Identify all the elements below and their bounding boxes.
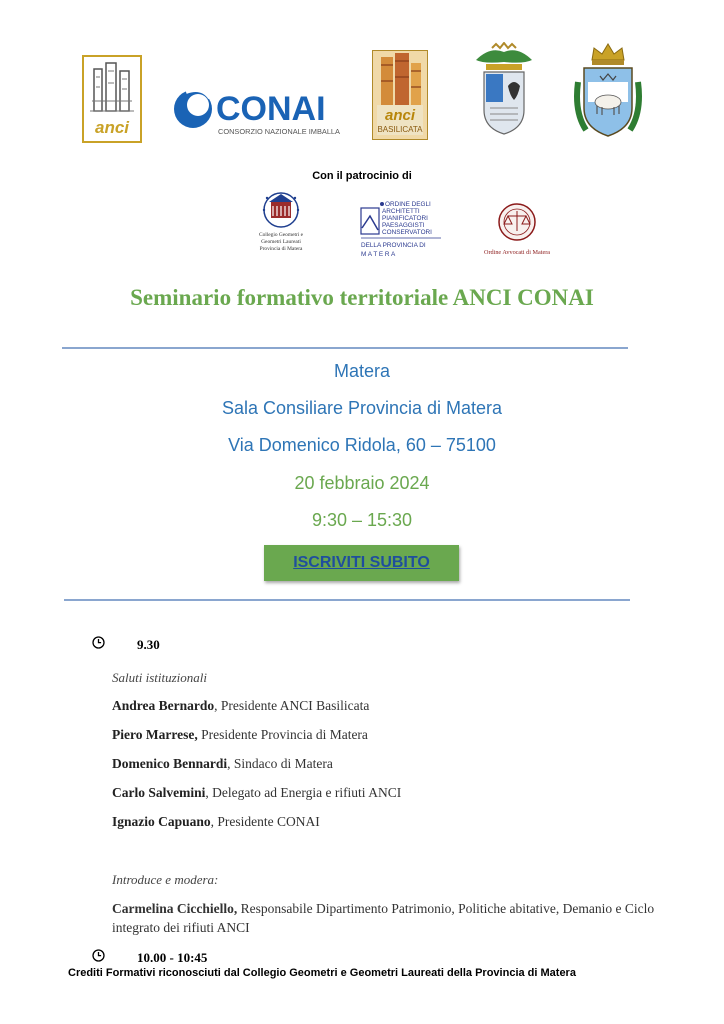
speaker-item: Ignazio Capuano, Presidente CONAI [112, 814, 320, 829]
speaker-name: Carlo Salvemini [112, 785, 206, 800]
speaker-name: Piero Marrese, [112, 727, 198, 742]
speaker-item [112, 727, 368, 743]
anci-basilicata-bottom: BASILICATA [377, 125, 423, 134]
speaker-item: Carlo Salvemini, Delegato ad Energia e rifiuti ANCI [112, 785, 402, 800]
speaker-role: Presidente Provincia di Matera [201, 727, 368, 742]
anci-basilicata-top: anci [384, 107, 416, 124]
anci-logo [82, 55, 142, 143]
architetti-line-4: PAESAGGISTI [382, 222, 425, 229]
event-city: Matera [333, 361, 391, 381]
anci-logo-text: anci [94, 118, 130, 137]
conai-subtitle: CONSORZIO NAZIONALE IMBALLAGGI [218, 127, 340, 136]
moderator-role: Responsabile Dipartimento Patrimonio, Politiche abitative, Demanio e Ciclo integrato dei rifiuti ANCI [112, 901, 655, 935]
register-button-label[interactable]: ISCRIVITI SUBITO [293, 554, 430, 571]
moderator-item [112, 899, 657, 937]
architetti-line-1: ORDINE DEGLI [385, 201, 431, 208]
patronage-heading: Con il patrocinio di [312, 170, 412, 182]
geometri-line-1: Collegio Geometri e [258, 232, 304, 238]
anci-basilicata-logo [372, 50, 428, 140]
speaker-item: Andrea Bernardo, Presidente ANCI Basilicata [112, 698, 370, 713]
clock-icon [92, 949, 105, 962]
speaker-role: Presidente CONAI [217, 814, 320, 829]
architetti-provincia: DELLA PROVINCIA DI [361, 242, 426, 249]
speaker-role: Presidente ANCI Basilicata [220, 698, 370, 713]
avvocati-label: Ordine Avvocati di Matera [484, 249, 550, 256]
moderation-label: Introduce e modera: [112, 872, 219, 887]
event-time: 9:30 – 15:30 [311, 510, 413, 530]
provincia-matera-crest [470, 42, 538, 138]
comune-matera-crest [572, 42, 644, 140]
slot1-time: 9.30 [137, 637, 160, 652]
speaker-name: Andrea Bernardo [112, 698, 215, 713]
moderator-name: Carmelina Cicchiello, [112, 901, 238, 916]
speaker-item: Domenico Bennardi, Sindaco di Matera [112, 756, 333, 771]
architetti-city: M A T E R A [361, 251, 396, 258]
collegio-geometri-logo [255, 188, 307, 258]
conai-logo [172, 84, 340, 140]
event-address: Via Domenico Ridola, 60 – 75100 [228, 435, 496, 455]
speaker-role: Delegato ad Energia e rifiuti ANCI [212, 785, 402, 800]
architetti-line-5: CONSERVATORI [382, 229, 432, 236]
speaker-name: Ignazio Capuano [112, 814, 211, 829]
geometri-line-3: Provincia di Matera [259, 246, 303, 252]
clock-icon [92, 636, 105, 649]
conai-name: CONAI [216, 90, 326, 128]
slot2-time: 10.00 - 10:45 [137, 950, 208, 965]
geometri-line-2: Geometri Laureati [261, 239, 301, 245]
register-button[interactable] [264, 545, 459, 581]
event-venue: Sala Consiliare Provincia di Matera [221, 398, 503, 418]
slot1-label: Saluti istituzionali [112, 670, 207, 685]
divider-top [62, 347, 628, 349]
ordine-architetti-logo [360, 200, 442, 260]
event-date: 20 febbraio 2024 [294, 473, 430, 493]
architetti-line-3: PIANIFICATORI [382, 215, 428, 222]
speaker-name: Domenico Bennardi [112, 756, 228, 771]
speaker-role: Sindaco di Matera [233, 756, 333, 771]
seminar-title: Seminario formativo territoriale ANCI CONAI [130, 285, 594, 310]
architetti-line-2: ARCHITETTI [382, 208, 420, 215]
footer-credits: Crediti Formativi riconosciuti dal Collegio Geometri e Geometri Laureati della Provincia di Matera [68, 967, 576, 979]
divider-bottom [64, 599, 630, 601]
ordine-avvocati-logo [484, 202, 550, 258]
